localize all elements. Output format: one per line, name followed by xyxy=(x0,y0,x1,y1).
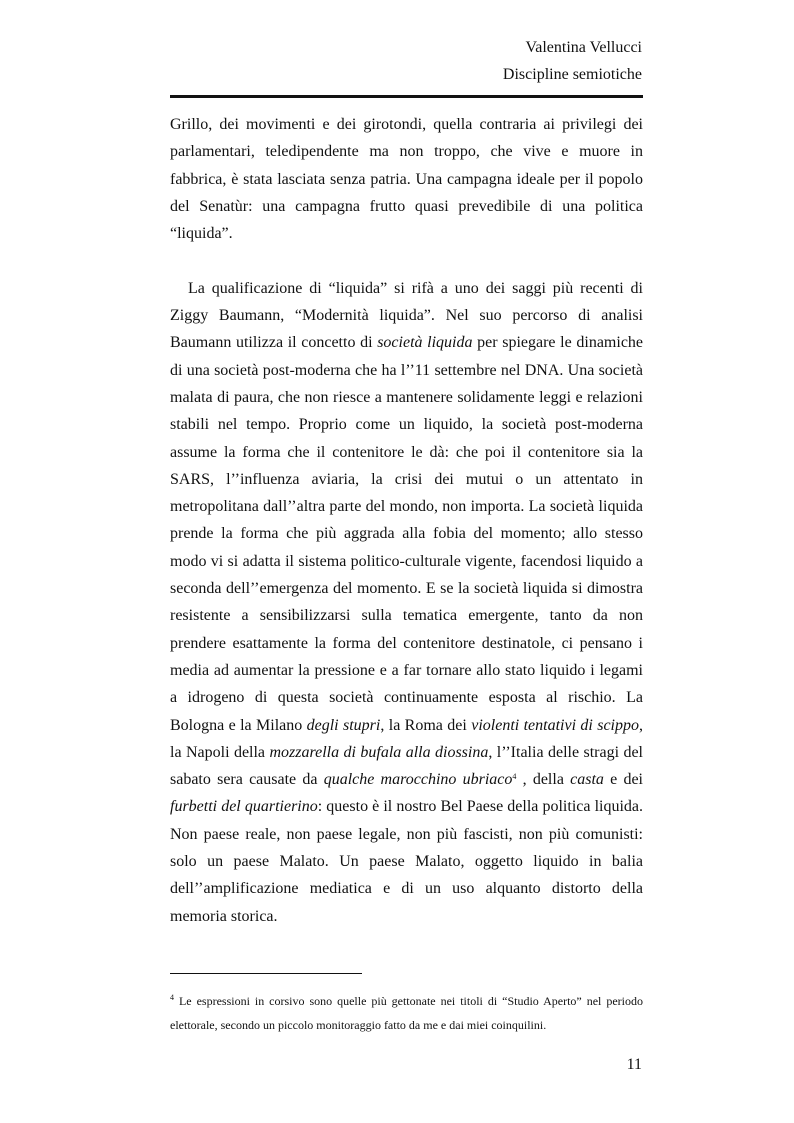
footnote-text: Le espressioni in corsivo sono quelle più gettonate nei titoli di “Studio Aperto” nel periodo elettorale, secondo un piccolo monitoraggio fatto da me e dai miei coinquilini. xyxy=(170,994,643,1032)
italic-phrase: degli stupri xyxy=(306,716,381,734)
header-rule xyxy=(170,95,643,98)
paragraph-2: La qualificazione di “liquida” si rifà a uno dei saggi più recenti di Ziggy Baumann, “Modernità liquida”. Nel suo percorso di analisi Baumann utilizza il concetto di società liquida per spiegare le dinamiche di una società post-moderna che ha l’’11 settembre nel DNA. Una società malata di paura, che non riesce a mantenere solidamente leggi e relazioni stabili nel tempo. Proprio come un liquido, la società post-moderna assume la forma che il contenitore le dà: che poi il contenitore sia la SARS, l’’influenza aviaria, la crisi dei mutui o un attentato in metropolitana dall’’altra parte del mondo, non importa. La società liquida prende la forma che più aggrada alla fobia del momento; allo stesso modo vi si adatta il sistema politico-culturale vigente, facendosi liquido a seconda dell’’emergenza del momento. E se la società liquida si dimostra resistente a sensibilizzarsi sulla tematica emergente, tanto da non prendere esattamente la forma del contenitore destinatole, ci pensano i media ad aumentar la pressione e a far tornare allo stato liquido i legami a idrogeno di questa società continuamente esposta al rischio. La Bologna e la Milano degli stupri, la Roma dei violenti tentativi di scippo, la Napoli della mozzarella di bufala alla diossina, l’’Italia delle stragi del sabato sera causate da qualche marocchino ubriaco$^4$ , della casta e dei furbetti del quartierino: questo è il nostro Bel Paese della politica liquida. Non paese reale, non paese legale, non più fascisti, non più comunisti: solo un paese Malato. Un paese Malato, oggetto liquido in balia dell’’amplificazione mediatica e di un uso alquanto distorto della memoria storica. xyxy=(170,279,644,925)
italic-phrase: qualche marocchino ubriaco xyxy=(323,771,513,789)
italic-phrase: violenti tentativi di scippo xyxy=(471,716,640,734)
running-header xyxy=(503,34,642,88)
body-text xyxy=(170,111,643,930)
header-author: Valentina Vellucci xyxy=(525,39,642,56)
italic-phrase: furbetti del quartierino xyxy=(170,798,318,816)
italic-phrase: casta xyxy=(570,771,604,789)
footnote-number: 4 xyxy=(170,993,174,1002)
italic-phrase: società liquida xyxy=(377,334,473,352)
header-course: Discipline semiotiche xyxy=(502,66,642,83)
footnote-separator xyxy=(170,973,362,974)
page-number: 11 xyxy=(626,1056,642,1073)
footnote-reference[interactable]: 4 xyxy=(512,772,517,782)
paragraph-1: Grillo, dei movimenti e dei girotondi, quella contraria ai privilegi dei parlamentari, teledipendente ma non troppo, che vive e muore in fabbrica, è stata lasciata senza patria. Una campagna ideale per il popolo del Senatùr: una campagna frutto quasi prevedibile di una politica “liquida”. xyxy=(170,116,643,243)
footnote xyxy=(170,989,643,1037)
italic-phrase: mozzarella di bufala alla diossina xyxy=(269,743,489,761)
